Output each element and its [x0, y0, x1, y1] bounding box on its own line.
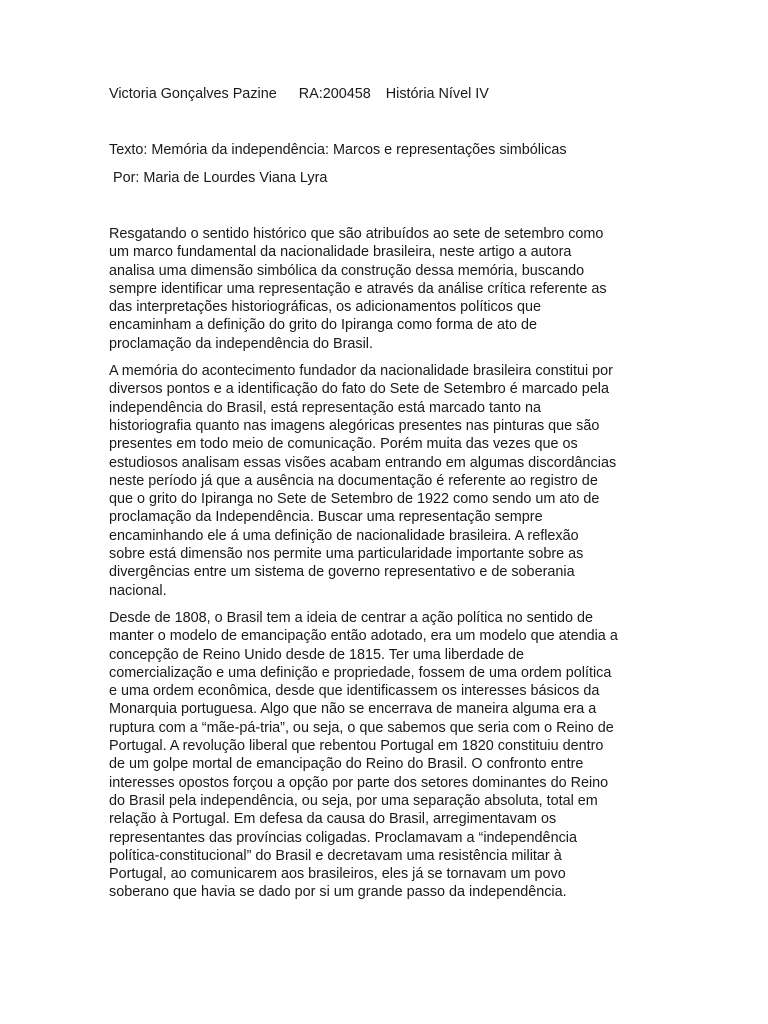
paragraph-2: [109, 362, 661, 600]
text-line: proclamação da independência do Brasil.: [109, 335, 373, 352]
text-line: historiografia quanto nas imagens alegóricas presentes nas pinturas que são: [109, 417, 600, 434]
text-line: representantes das províncias coligadas. Proclamavam a “independência: [109, 829, 577, 846]
text-line: soberano que havia se dado por si um grande passo da independência.: [109, 884, 567, 901]
text-line: comercialização e uma definição e propriedade, fossem de uma ordem política: [109, 664, 612, 681]
text-line: nacional.: [109, 582, 167, 599]
text-line: A memória do acontecimento fundador da nacionalidade brasileira constitui por: [109, 363, 613, 380]
text-line: Monarquia portuguesa. Algo que não se encerrava de maneira alguma era a: [109, 701, 597, 718]
text-line: independência do Brasil, está representação está marcado tanto na: [109, 399, 542, 416]
text-line: manter o modelo de emancipação então adotado, era um modelo que atendia a: [109, 628, 618, 645]
text-line: concepção de Reino Unido desde de 1815. Ter uma liberdade de: [109, 646, 524, 663]
header-line: [109, 85, 489, 103]
text-line: neste período já que a ausência na documentação é referente ao registro de: [109, 472, 598, 489]
text-line: política-constitucional” do Brasil e decretavam uma resistência militar à: [109, 847, 562, 864]
text-line: interesses opostos forçou a opção por parte dos setores dominantes do Reino: [109, 774, 609, 791]
text-line: relação à Portugal. Em defesa da causa do Brasil, arregimentavam os: [109, 811, 557, 828]
text-line: sempre identificar uma representação e através da análise crítica referente as: [109, 280, 607, 297]
text-line: das interpretações historiográficas, os adicionamentos políticos que: [109, 299, 541, 316]
student-ra: RA:200458: [298, 86, 371, 102]
course-name: História Nível IV: [385, 86, 489, 102]
text-line: um marco fundamental da nacionalidade brasileira, neste artigo a autora: [109, 244, 572, 261]
text-line: sobre está dimensão nos permite uma particularidade importante sobre as: [109, 546, 584, 563]
text-line: proclamação da Independência. Buscar uma representação sempre: [109, 509, 543, 526]
text-line: e uma ordem econômica, desde que identificassem os interesses básicos da: [109, 683, 600, 700]
text-line: encaminham a definição do grito do Ipiranga como forma de ato de: [109, 317, 537, 334]
paragraph-1: [109, 225, 661, 353]
text-line: analisa uma dimensão simbólica da construção dessa memória, buscando: [109, 262, 585, 279]
text-line: ruptura com a “mãe-pá-tria”, ou seja, o que sabemos que seria com o Reino de: [109, 719, 614, 736]
paragraph-3: [109, 609, 661, 902]
text-line: Portugal. A revolução liberal que rebentou Portugal em 1820 constituiu dentro: [109, 738, 604, 755]
text-line: de um golpe mortal de emancipação do Reino do Brasil. O confronto entre: [109, 756, 584, 773]
text-line: presentes em todo meio de comunicação. Porém muita das vezes que os: [109, 436, 578, 453]
text-line: Portugal, ao comunicarem aos brasileiros, eles já se tornavam um povo: [109, 866, 566, 883]
text-line: Resgatando o sentido histórico que são atribuídos ao sete de setembro como: [109, 226, 604, 242]
student-name: Victoria Gonçalves Pazine: [109, 86, 277, 102]
text-line: divergências entre um sistema de governo representativo e de soberania: [109, 564, 575, 581]
text-line: do Brasil pela independência, ou seja, por uma separação absoluta, total em: [109, 792, 598, 809]
text-line: estudiosos analisam essas visões acabam entrando em algumas discordâncias: [109, 454, 617, 471]
text-line: que o grito do Ipiranga no Sete de Setembro de 1922 como sendo um ato de: [109, 491, 600, 508]
text-line: encaminhando ele á uma definição de nacionalidade brasileira. A reflexão: [109, 527, 579, 544]
text-author: Por: Maria de Lourdes Viana Lyra: [113, 170, 328, 186]
text-title: Texto: Memória da independência: Marcos e representações simbólicas: [109, 142, 567, 158]
text-line: Desde de 1808, o Brasil tem a ideia de centrar a ação política no sentido de: [109, 609, 593, 626]
text-line: diversos pontos e a identificação do fato do Sete de Setembro é marcado pela: [109, 381, 609, 398]
document-body: [109, 225, 661, 911]
